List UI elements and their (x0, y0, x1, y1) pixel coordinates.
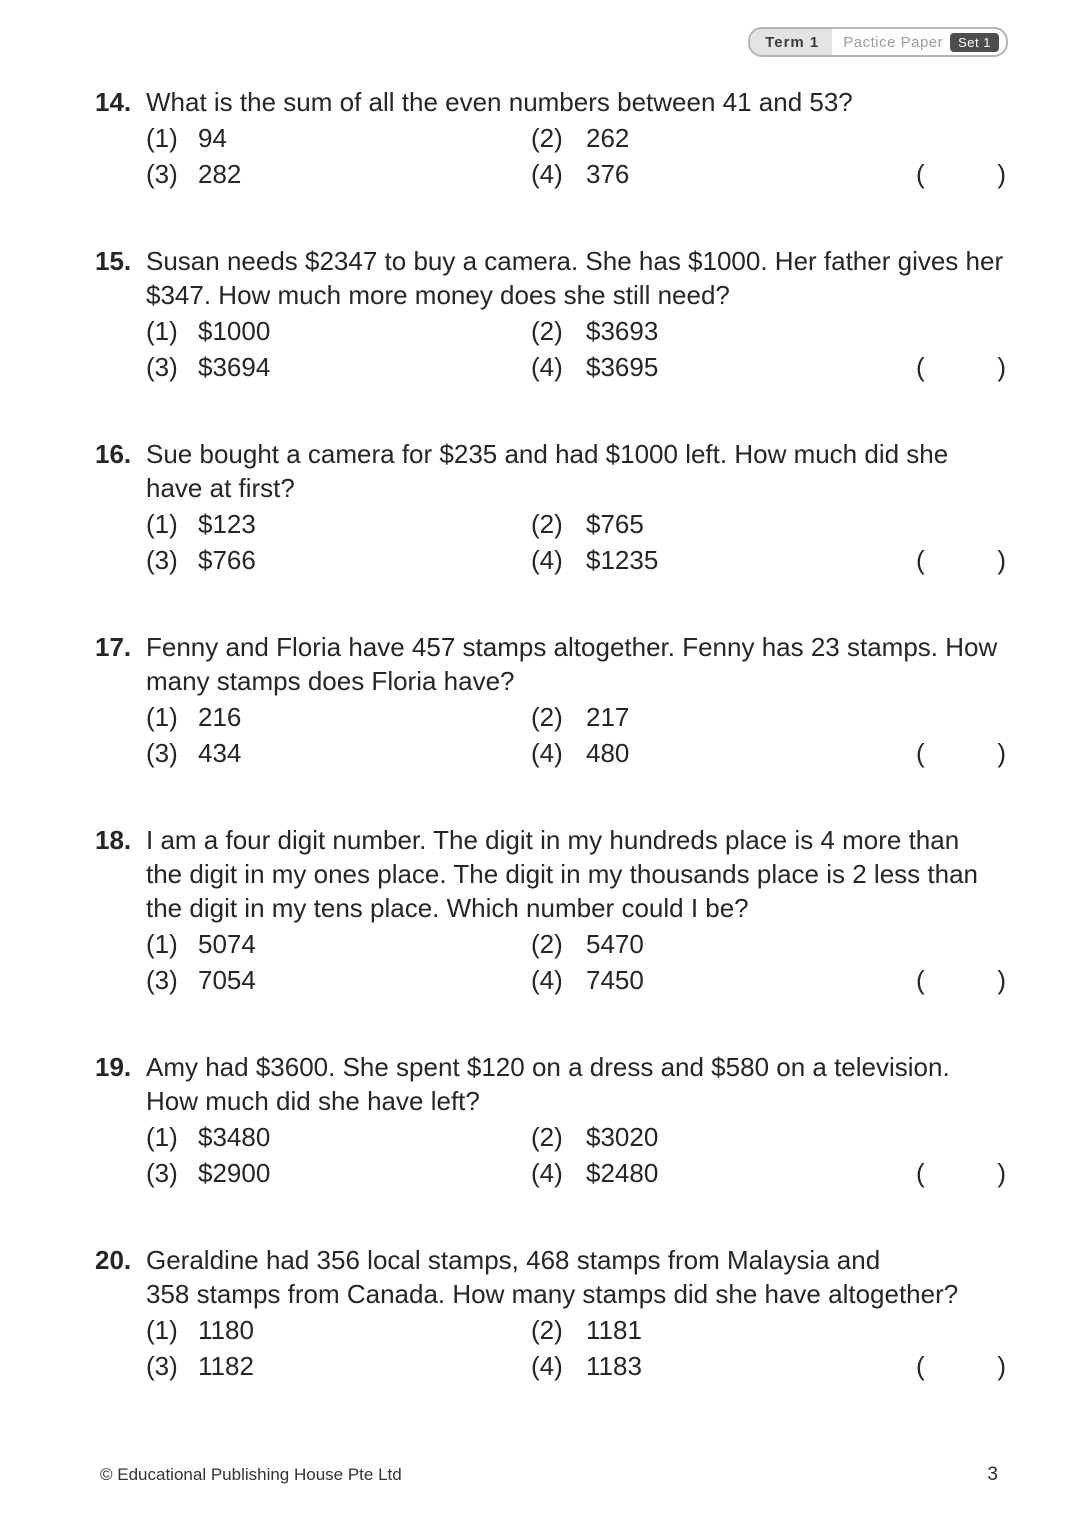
option-row (146, 700, 1006, 734)
paper-title-label: Pactice Paper (843, 34, 944, 51)
answer-bracket-open: ( (916, 159, 925, 189)
question-18 (95, 823, 1006, 997)
answer-bracket (916, 543, 1006, 577)
question-text-line: the digit in my ones place. The digit in my thousands place is 2 less than (146, 859, 978, 889)
option-label: (2) (531, 1315, 563, 1345)
option-value: 1182 (198, 1351, 254, 1381)
option-value: $123 (198, 509, 256, 539)
question-text-line: have at first? (146, 473, 295, 503)
answer-bracket-close: ) (997, 159, 1006, 189)
question-14 (95, 85, 1006, 191)
option-value: 480 (586, 738, 630, 768)
option-value: $766 (198, 545, 256, 575)
copyright-text: © Educational Publishing House Pte Ltd (100, 1465, 402, 1484)
option-row (146, 736, 1006, 770)
answer-bracket-open: ( (916, 545, 925, 575)
option-value: 1181 (586, 1315, 642, 1345)
option-value: 1183 (586, 1351, 642, 1381)
option-row (146, 1120, 1006, 1154)
option-value: $765 (586, 509, 644, 539)
question-text-line: How much did she have left? (146, 1086, 480, 1116)
option-label: (1) (146, 1122, 178, 1152)
option-label: (4) (531, 352, 563, 382)
option-row (146, 963, 1006, 997)
option-label: (3) (146, 1158, 178, 1188)
option-label: (4) (531, 738, 563, 768)
option-label: (2) (531, 123, 563, 153)
option-value: 94 (198, 123, 227, 153)
option-row (146, 157, 1006, 191)
answer-bracket (916, 350, 1006, 384)
option-value: 5470 (586, 929, 644, 959)
option-value: 434 (198, 738, 242, 768)
option-label: (3) (146, 159, 178, 189)
question-body (146, 85, 1006, 191)
option-label: (4) (531, 159, 563, 189)
option-value: 282 (198, 159, 242, 189)
question-text-line: $347. How much more money does she still need? (146, 280, 730, 310)
page-number: 3 (987, 1464, 998, 1485)
question-20 (95, 1243, 1006, 1383)
option-value: 7054 (198, 965, 256, 995)
question-text-line: What is the sum of all the even numbers between 41 and 53? (146, 87, 853, 117)
option-label: (4) (531, 965, 563, 995)
option-label: (3) (146, 965, 178, 995)
option-label: (2) (531, 929, 563, 959)
option-row (146, 1313, 1006, 1347)
answer-bracket-close: ) (997, 965, 1006, 995)
answer-bracket (916, 1156, 1006, 1190)
option-value: $3020 (586, 1122, 659, 1152)
questions-list (95, 85, 1006, 1436)
question-body (146, 1050, 1006, 1190)
answer-bracket-close: ) (997, 738, 1006, 768)
option-label: (3) (146, 545, 178, 575)
options (146, 507, 1006, 577)
answer-bracket (916, 1349, 1006, 1383)
option-label: (1) (146, 1315, 178, 1345)
set-badge: Set 1 (950, 33, 999, 52)
option-label: (3) (146, 1351, 178, 1381)
question-number: 14. (95, 87, 132, 117)
option-label: (4) (531, 1158, 563, 1188)
option-value: $3695 (586, 352, 659, 382)
option-label: (3) (146, 738, 178, 768)
page-footer (100, 1464, 998, 1486)
option-value: 5074 (198, 929, 256, 959)
answer-bracket-open: ( (916, 1351, 925, 1381)
option-label: (1) (146, 509, 178, 539)
question-number: 18. (95, 825, 132, 855)
term-label: Term 1 (750, 29, 832, 55)
option-row (146, 1349, 1006, 1383)
option-label: (4) (531, 1351, 563, 1381)
question-text-line: Susan needs $2347 to buy a camera. She has $1000. Her father gives her (146, 246, 1004, 276)
question-text-line: many stamps does Floria have? (146, 666, 515, 696)
question-17 (95, 630, 1006, 770)
option-row (146, 314, 1006, 348)
question-number: 16. (95, 439, 132, 469)
options (146, 927, 1006, 997)
question-text-line: 358 stamps from Canada. How many stamps did she have altogether? (146, 1279, 959, 1309)
option-label: (2) (531, 1122, 563, 1152)
answer-bracket-close: ) (997, 545, 1006, 575)
option-row (146, 507, 1006, 541)
answer-bracket-close: ) (997, 1158, 1006, 1188)
option-row (146, 927, 1006, 961)
answer-bracket (916, 157, 1006, 191)
option-row (146, 350, 1006, 384)
options (146, 1313, 1006, 1383)
option-label: (1) (146, 929, 178, 959)
option-label: (2) (531, 509, 563, 539)
option-row (146, 543, 1006, 577)
question-text-line: Amy had $3600. She spent $120 on a dress and $580 on a television. (146, 1052, 950, 1082)
answer-bracket-close: ) (997, 1351, 1006, 1381)
option-value: 262 (586, 123, 630, 153)
question-number: 15. (95, 246, 132, 276)
answer-bracket-open: ( (916, 965, 925, 995)
options (146, 1120, 1006, 1190)
question-text-line: Sue bought a camera for $235 and had $1000 left. How much did she (146, 439, 949, 469)
question-text-line: Fenny and Floria have 457 stamps altogether. Fenny has 23 stamps. How (146, 632, 998, 662)
option-label: (1) (146, 123, 178, 153)
option-value: 376 (586, 159, 630, 189)
option-value: $1000 (198, 316, 271, 346)
question-number: 20. (95, 1245, 132, 1275)
question-19 (95, 1050, 1006, 1190)
options (146, 121, 1006, 191)
option-value: $1235 (586, 545, 659, 575)
question-body (146, 630, 1006, 770)
option-value: 217 (586, 702, 630, 732)
answer-bracket-close: ) (997, 352, 1006, 382)
question-15 (95, 244, 1006, 384)
option-value: 1180 (198, 1315, 254, 1345)
option-label: (4) (531, 545, 563, 575)
question-text-line: the digit in my tens place. Which number could I be? (146, 893, 749, 923)
question-16 (95, 437, 1006, 577)
option-row (146, 1156, 1006, 1190)
option-value: $2480 (586, 1158, 659, 1188)
question-body (146, 244, 1006, 384)
option-value: $3694 (198, 352, 271, 382)
question-body (146, 437, 1006, 577)
option-label: (1) (146, 702, 178, 732)
option-label: (1) (146, 316, 178, 346)
options (146, 700, 1006, 770)
question-body (146, 1243, 1006, 1383)
options (146, 314, 1006, 384)
question-number: 17. (95, 632, 132, 662)
question-text-line: I am a four digit number. The digit in my hundreds place is 4 more than (146, 825, 960, 855)
option-value: $3480 (198, 1122, 271, 1152)
question-number: 19. (95, 1052, 132, 1082)
option-label: (2) (531, 702, 563, 732)
answer-bracket (916, 736, 1006, 770)
answer-bracket-open: ( (916, 738, 925, 768)
option-row (146, 121, 1006, 155)
answer-bracket-open: ( (916, 352, 925, 382)
answer-bracket (916, 963, 1006, 997)
option-label: (3) (146, 352, 178, 382)
question-text-line: Geraldine had 356 local stamps, 468 stamps from Malaysia and (146, 1245, 881, 1275)
answer-bracket-open: ( (916, 1158, 925, 1188)
question-body (146, 823, 1006, 997)
option-value: $2900 (198, 1158, 271, 1188)
header-badge (748, 27, 1008, 57)
option-value: 216 (198, 702, 242, 732)
option-label: (2) (531, 316, 563, 346)
option-value: $3693 (586, 316, 659, 346)
option-value: 7450 (586, 965, 644, 995)
